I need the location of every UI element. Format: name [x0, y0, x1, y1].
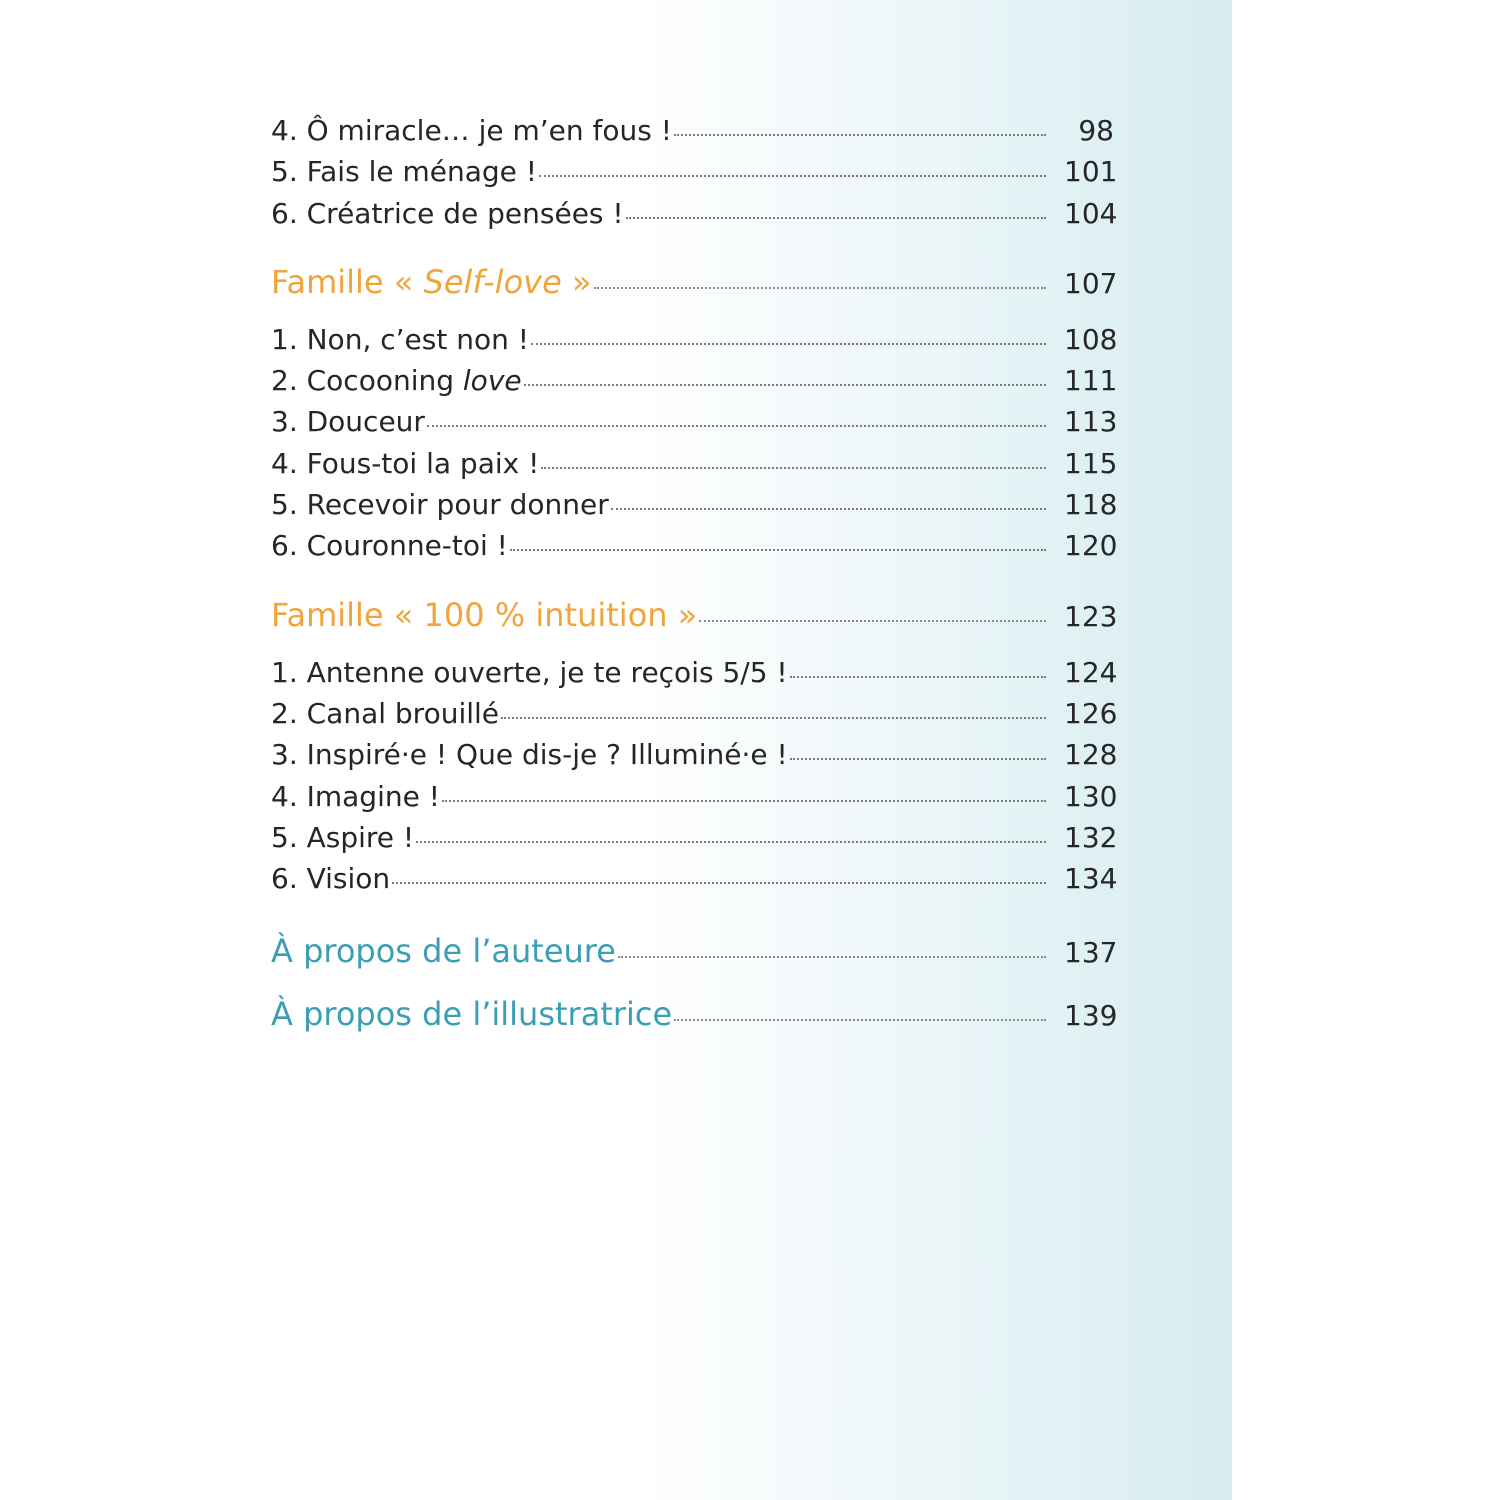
- toc-entry: [271, 817, 1118, 858]
- toc-entry-title: 6. Créatrice de pensées !: [271, 196, 624, 230]
- toc-entry-title: 6. Vision: [271, 862, 391, 896]
- toc-entry-page: 126: [1064, 696, 1118, 730]
- toc-entry-page: 132: [1064, 820, 1118, 854]
- family-heading-page: 123: [1064, 599, 1118, 633]
- toc-entry-page: 108: [1064, 322, 1118, 356]
- about-entry-page: 137: [1064, 936, 1118, 970]
- toc-entry-title: 5. Recevoir pour donner: [271, 488, 609, 522]
- dot-leader: [442, 800, 1046, 802]
- toc-entry-title: 5. Aspire !: [271, 820, 415, 854]
- toc-entry-title: 1. Non, c’est non !: [271, 322, 529, 356]
- toc-entry-page: 130: [1064, 779, 1118, 813]
- toc-entry: [271, 525, 1118, 566]
- dot-leader: [539, 175, 1046, 177]
- toc-entry-title: 4. Ô miracle… je m’en fous !: [271, 114, 672, 147]
- family-heading-intuition: [271, 589, 1118, 641]
- dot-leader: [427, 425, 1046, 427]
- toc-entry-title: 3. Inspiré·e ! Que dis-je ? Illuminé·e !: [271, 738, 788, 772]
- toc-entry-page: 113: [1064, 405, 1118, 439]
- dot-leader: [618, 956, 1046, 958]
- dot-leader: [524, 384, 1046, 386]
- family-heading-suffix: »: [561, 262, 592, 301]
- dot-leader: [416, 841, 1046, 843]
- dot-leader: [510, 549, 1046, 551]
- dot-leader: [501, 717, 1046, 719]
- toc-entry-title: 5. Fais le ménage !: [271, 155, 538, 189]
- toc-entry-page: 115: [1064, 446, 1118, 480]
- toc-entry-title: 2. Canal brouillé: [271, 696, 500, 730]
- dot-leader: [790, 676, 1046, 678]
- toc-entry-page: 120: [1064, 529, 1118, 563]
- dot-leader: [392, 882, 1046, 884]
- toc-entry: [271, 693, 1118, 734]
- toc-entry: [271, 776, 1118, 817]
- family-heading-emphasis: Self-love: [423, 262, 562, 301]
- dot-leader: [790, 758, 1046, 760]
- toc-entry-title: 1. Antenne ouverte, je te reçois 5/5 !: [271, 655, 788, 689]
- toc-entry: [271, 360, 1118, 401]
- toc-entry-page: 104: [1064, 196, 1118, 230]
- family-heading-title: [271, 256, 592, 308]
- toc-entry: [271, 858, 1118, 899]
- toc-entry-title: 4. Imagine !: [271, 779, 440, 813]
- dot-leader: [541, 467, 1046, 469]
- family-heading-title: Famille « 100 % intuition »: [271, 595, 698, 634]
- toc-entry-page: 128: [1064, 738, 1118, 772]
- toc-entry-page: 124: [1064, 655, 1118, 689]
- table-of-contents: [271, 110, 1118, 1040]
- dot-leader: [674, 134, 1046, 136]
- toc-entry-title: [271, 360, 522, 401]
- dot-leader: [594, 287, 1046, 289]
- toc-entry-page: 101: [1064, 155, 1118, 189]
- toc-entry-title-main: 2. Cocooning: [271, 364, 463, 398]
- dot-leader: [531, 343, 1046, 345]
- toc-entry: [271, 443, 1118, 484]
- toc-entry: [271, 319, 1118, 360]
- dot-leader: [699, 620, 1046, 622]
- toc-entry: [271, 734, 1118, 775]
- toc-entry: [271, 193, 1118, 234]
- toc-entry: [271, 484, 1118, 525]
- toc-entry: [271, 151, 1118, 192]
- toc-entry-title: 3. Douceur: [271, 405, 425, 439]
- about-entry-title: À propos de l’illustratrice: [271, 995, 673, 1034]
- about-entry-page: 139: [1064, 999, 1118, 1033]
- toc-entry-page: 111: [1064, 364, 1118, 398]
- family-heading-self-love: [271, 256, 1118, 308]
- toc-entry-title: 4. Fous-toi la paix !: [271, 446, 540, 480]
- toc-entry: [271, 401, 1118, 442]
- toc-entry-page: 118: [1064, 488, 1118, 522]
- toc-entry-title: 6. Couronne-toi !: [271, 529, 508, 563]
- toc-entry: [271, 110, 1114, 151]
- family-heading-prefix: Famille «: [271, 262, 424, 301]
- dot-leader: [674, 1019, 1046, 1021]
- toc-entry-title-emphasis: love: [462, 364, 522, 398]
- toc-entry-page: 98: [1078, 114, 1114, 147]
- toc-entry: [271, 652, 1118, 693]
- toc-entry-page: 134: [1064, 862, 1118, 896]
- about-illustrator-entry: [271, 988, 1118, 1040]
- about-entry-title: À propos de l’auteure: [271, 932, 616, 971]
- dot-leader: [611, 508, 1046, 510]
- family-heading-page: 107: [1064, 266, 1118, 300]
- about-author-entry: [271, 925, 1118, 977]
- dot-leader: [626, 217, 1046, 219]
